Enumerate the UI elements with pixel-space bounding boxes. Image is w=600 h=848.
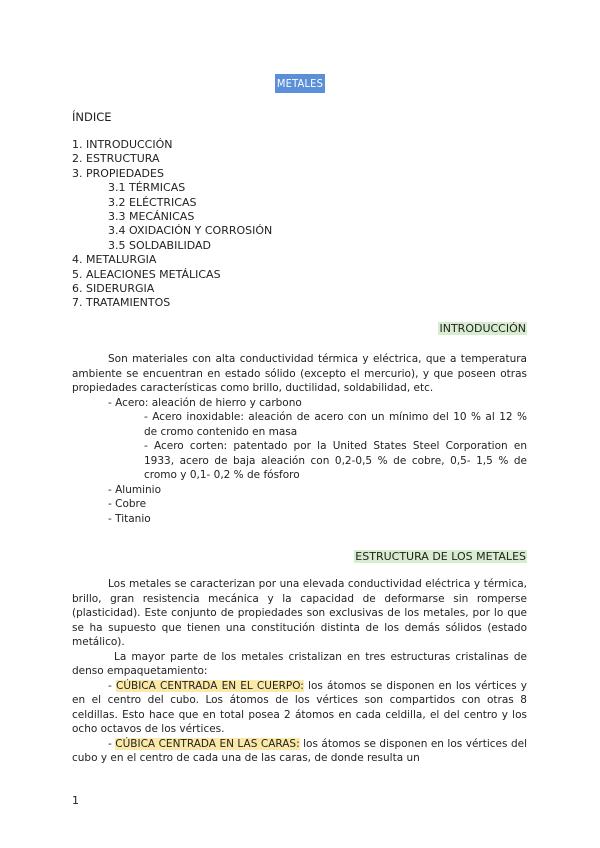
toc-item: 3. PROPIEDADES: [72, 166, 164, 180]
toc-subitem: 3.5 SOLDABILIDAD: [108, 238, 211, 252]
intro-section: [72, 352, 527, 526]
fcc-text: los átomos se disponen en los vértices del cubo y en el centro de cada una de las caras, de donde resulta un: [72, 737, 527, 764]
list-item-titanio: - Titanio: [108, 512, 151, 525]
toc-item: 7. TRATAMIENTOS: [72, 296, 171, 310]
toc-subitem: 3.3 MECÁNICAS: [108, 210, 195, 224]
toc-item: 1. INTRODUCCIÓN: [72, 138, 173, 151]
page-title: METALES: [275, 74, 325, 93]
list-item-corten: [72, 439, 527, 483]
corten-text: - Acero corten: patentado por la United States Steel Corporation en 1933, acero de baja aleación con 0,2-0,5 % de cobre, 0,5- 1,5 % de cromo y 0,1- 0,2 % de fósforo: [144, 440, 527, 481]
inoxidable-text: - Acero inoxidable: aleación de acero con un mínimo del 10 % al 12 % de cromo contenido en masa: [144, 411, 527, 438]
page-number: 1: [72, 794, 79, 807]
bcc-dash: -: [108, 679, 116, 692]
list-item-cobre: - Cobre: [108, 498, 147, 510]
fcc-term: CÚBICA CENTRADA EN LAS CARAS:: [115, 737, 300, 750]
intro-paragraph: Son materiales con alta conductividad térmica y eléctrica, que a temperatura ambiente se encuentran en estado sólido (excepto el mercurio), y que poseen otras propiedades características como brillo, ductilidad, soldabilidad, etc.: [72, 353, 527, 394]
toc-item: 5. ALEACIONES METÁLICAS: [72, 267, 221, 281]
estructura-paragraph-1: Los metales se caracterizan por una elevada conductividad eléctrica y térmica, brillo, gran resistencia mecánica y la capacidad de deformarse sin romperse (plasticidad). Este conjunto de propiedades son exclusivas de los metales, por lo que se ha supuesto que tienen una constitución distinta de los demás sólidos (estado metálico).: [72, 578, 527, 648]
toc-item: 4. METALURGIA: [72, 253, 157, 267]
bcc-term: CÚBICA CENTRADA EN EL CUERPO:: [115, 679, 304, 692]
title-wrap: [0, 72, 600, 93]
fcc-item: [72, 737, 527, 766]
index-heading: ÍNDICE: [72, 110, 112, 124]
toc-subitem: 3.4 OXIDACIÓN Y CORROSIÓN: [108, 224, 273, 238]
fcc-dash: -: [108, 737, 116, 750]
estructura-paragraph-2: La mayor parte de los metales cristalizan en tres estructuras cristalinas de denso empaquetamiento:: [72, 650, 527, 677]
list-item-acero: - Acero: aleación de hierro y carbono: [108, 396, 302, 409]
toc-item: 6. SIDERURGIA: [72, 282, 155, 296]
toc-item: 2. ESTRUCTURA: [72, 152, 160, 166]
bcc-item: [72, 679, 527, 737]
table-of-contents: [72, 138, 272, 311]
toc-subitem: 3.2 ELÉCTRICAS: [108, 195, 197, 209]
intro-heading: INTRODUCCIÓN: [439, 322, 526, 335]
list-item-aluminio: - Aluminio: [108, 483, 162, 496]
list-item-inoxidable: [72, 410, 527, 439]
toc-subitem: 3.1 TÉRMICAS: [108, 181, 186, 195]
bcc-text: los átomos se disponen en los vértices y en el centro del cubo. Los átomos de los vértices son compartidos con otras 8 celdillas. Esto hace que en total posea 2 átomos en cada celdilla, el del centro y los ocho octavos de los vértices.: [72, 679, 527, 735]
estructura-section: [72, 577, 527, 766]
estructura-heading: ESTRUCTURA DE LOS METALES: [355, 550, 526, 563]
